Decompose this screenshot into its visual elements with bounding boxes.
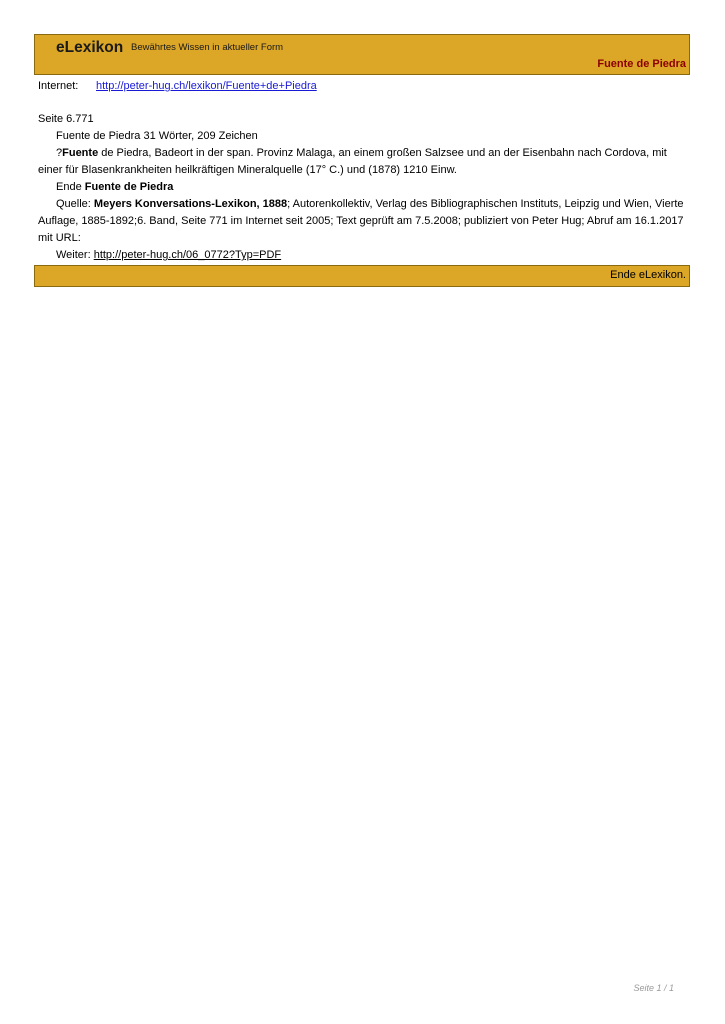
footer-text: Ende eLexikon.	[610, 269, 686, 281]
page-reference: Seite 6.771	[38, 113, 94, 125]
article-content	[38, 111, 688, 264]
source-text: ; Autorenkollektiv, Verlag des Bibliographischen Instituts, Leipzig und Wien, Vierte Auflage, 1885-1892;6. Band, Seite 771 im Internet seit 2005; Text geprüft am 7.5.2008; publiziert von Peter Hug; Abruf am 16.1.2017 mit URL:	[38, 198, 684, 244]
entry-headword: Fuente	[62, 147, 99, 159]
page-number: Seite 1 / 1	[633, 983, 674, 993]
document-title: Fuente de Piedra	[597, 58, 686, 70]
source-citation	[38, 196, 688, 247]
internet-label: Internet:	[38, 80, 79, 92]
next-label: Weiter:	[56, 249, 94, 261]
brand-name: eLexikon	[56, 39, 124, 56]
entry-end	[38, 179, 688, 196]
entry-body	[38, 145, 688, 179]
next-link[interactable]: http://peter-hug.ch/06_0772?Typ=PDF	[93, 249, 282, 261]
internet-link[interactable]: http://peter-hug.ch/lexikon/Fuente+de+Piedra	[96, 80, 317, 92]
brand-tagline: Bewährtes Wissen in aktueller Form	[131, 42, 284, 53]
next-row	[38, 247, 688, 264]
entry-stats: Fuente de Piedra 31 Wörter, 209 Zeichen	[56, 130, 258, 142]
end-title: Fuente de Piedra	[84, 181, 174, 193]
source-work: Meyers Konversations-Lexikon, 1888	[93, 198, 288, 210]
footer-bar	[34, 265, 690, 287]
entry-text: de Piedra, Badeort in der span. Provinz Malaga, an einem großen Salzsee und an der Eisenbahn nach Cordova, mit einer für Blasenkrankheiten heilkräftigen Mineralquelle (17° C.) und (1878) 1210 Einw.	[38, 147, 667, 176]
end-label: Ende	[56, 181, 85, 193]
entry-prefix: ?	[56, 147, 63, 159]
header-bar	[34, 34, 690, 75]
source-label: Quelle:	[56, 198, 94, 210]
